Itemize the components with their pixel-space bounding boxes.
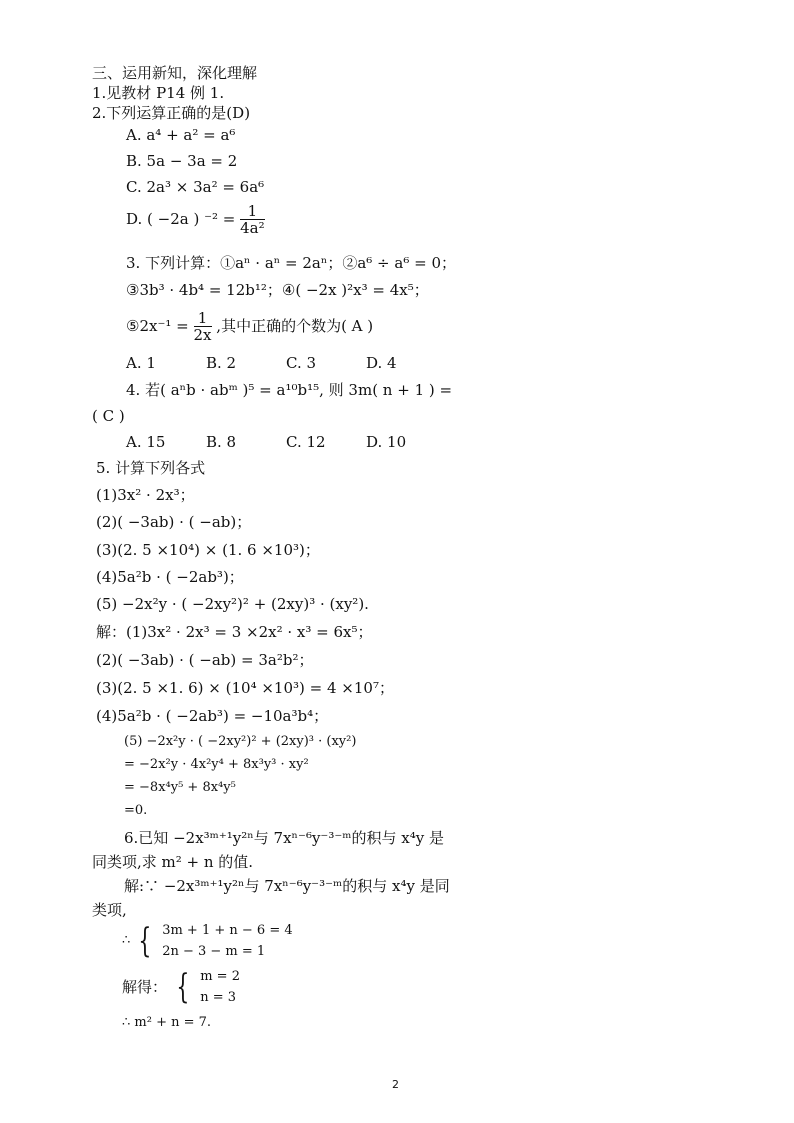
item5-q2: (2)( −3ab) · ( −ab)； [96,513,252,531]
item5-q5: (5) −2x²y · ( −2xy²)² + (2xy)³ · (xy²). [96,595,369,613]
item5-q3: (3)(2. 5 ×10⁴) × (1. 6 ×10³)； [96,541,320,559]
equation-lines [162,920,292,962]
fraction-numerator: 1 [194,310,212,327]
item4-choice-c: C. 12 [286,433,326,451]
item5-a5-line4: =0. [124,803,148,818]
item3-fraction [194,310,212,344]
item5-a5-line3: = −8x⁴y⁵ + 8x⁴y⁵ [124,780,236,795]
fraction-denominator: 4a² [240,219,265,237]
item5-q1: (1)3x² · 2x³； [96,486,195,504]
item3-line3 [126,310,373,344]
item3-choice-d: D. 4 [366,354,397,372]
item5-title: 5. 计算下列各式 [96,459,206,477]
item3-line3-post: ,其中正确的个数为( A ) [216,317,374,335]
item6-solution-line2: 类项, [92,901,127,919]
item6-question-line1: 6.已知 −2x³ᵐ⁺¹y²ⁿ与 7xⁿ⁻⁶y⁻³⁻ᵐ的积与 x⁴y 是 [124,829,444,847]
solution-m: m = 2 [200,969,240,984]
item2-option-d-fraction [240,203,265,237]
item3-choice-b: B. 2 [206,354,237,372]
solution-n: n = 3 [200,990,237,1005]
item6-solution-line1: 解:∵ −2x³ᵐ⁺¹y²ⁿ与 7xⁿ⁻⁶y⁻³⁻ᵐ的积与 x⁴y 是同 [124,877,450,895]
solution-lines [200,966,240,1008]
item4-line2: ( C ) [92,407,125,425]
fraction-denominator: 2x [193,326,212,344]
item3-line2: ③3b³ · 4b⁴ = 12b¹²；④( −2x )²x³ = 4x⁵； [126,281,429,299]
item2-option-d-lhs: D. ( −2a ) ⁻² = [126,210,236,228]
page-number: 2 [392,1078,399,1091]
item5-a5-line2: = −2x²y · 4x²y⁴ + 8x³y³ · xy² [124,757,309,772]
item5-a1: 解：(1)3x² · 2x³ = 3 ×2x² · x³ = 6x⁵； [96,623,373,641]
item5-a5-line1: (5) −2x²y · ( −2xy²)² + (2xy)³ · (xy²) [124,734,357,749]
item3-choice-a: A. 1 [126,354,156,372]
fraction-numerator: 1 [240,203,265,220]
solve-label: 解得： [122,978,168,996]
left-brace: { [176,967,190,1007]
item5-a4: (4)5a²b · ( −2ab³) = −10a³b⁴； [96,707,329,725]
item4-choice-a: A. 15 [126,433,166,451]
item2-option-c: C. 2a³ × 3a² = 6a⁶ [126,178,265,196]
item5-a2: (2)( −3ab) · ( −ab) = 3a²b²； [96,651,314,669]
item3-line1: 3. 下列计算：①aⁿ · aⁿ = 2aⁿ；②a⁶ ÷ a⁶ = 0； [126,254,456,272]
item4-line1: 4. 若( aⁿb · abᵐ )⁵ = a¹⁰b¹⁵, 则 3m( n + 1 ) = [126,381,453,399]
item4-choice-d: D. 10 [366,433,407,451]
item4-choice-b: B. 8 [206,433,237,451]
item1-line: 1.见教材 P14 例 1. [92,84,225,102]
item2-option-d [126,203,265,237]
item3-choice-c: C. 3 [286,354,317,372]
section-title: 三、运用新知，深化理解 [92,64,258,82]
therefore-symbol: ∴ [122,933,131,948]
item6-equation-system [122,920,293,962]
item6-question-line2: 同类项,求 m² + n 的值. [92,853,254,871]
item2-option-b: B. 5a − 3a = 2 [126,152,238,170]
equation-2: 2n − 3 − m = 1 [162,944,266,959]
equation-1: 3m + 1 + n − 6 = 4 [162,923,293,938]
item6-solution-system [122,966,240,1008]
item2-question: 2.下列运算正确的是(D) [92,104,251,122]
item2-option-a: A. a⁴ + a² = a⁶ [126,126,236,144]
item5-q4: (4)5a²b · ( −2ab³)； [96,568,244,586]
item3-line3-pre: ⑤2x⁻¹ = [126,317,189,335]
item5-a3: (3)(2. 5 ×1. 6) × (10⁴ ×10³) = 4 ×10⁷； [96,679,394,697]
left-brace: { [138,921,152,961]
item6-final: ∴ m² + n = 7. [122,1015,212,1030]
